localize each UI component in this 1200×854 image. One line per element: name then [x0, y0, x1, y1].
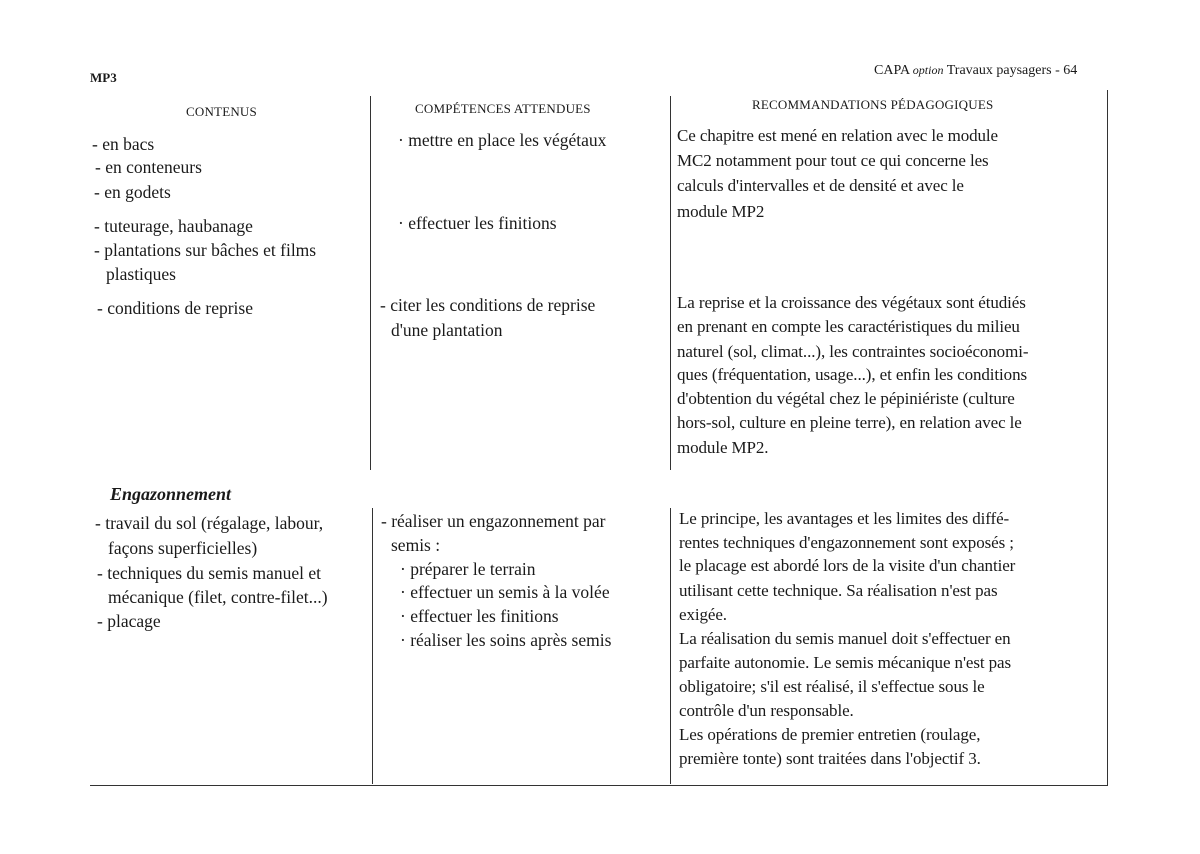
- section-title-engazonnement: Engazonnement: [110, 484, 232, 504]
- page-header-title: [874, 63, 1077, 79]
- column-divider-1: [370, 96, 371, 470]
- column-divider-2: [670, 96, 671, 470]
- contenu-item: mécanique (filet, contre-filet...): [108, 587, 328, 607]
- recommandation-line: La reprise et la croissance des végétaux sont étudiés: [677, 293, 1026, 312]
- competence-item: · réaliser les soins après semis: [400, 630, 612, 650]
- contenu-item: - en bacs: [92, 134, 155, 154]
- header-option: option: [912, 63, 944, 77]
- recommandation-line: parfaite autonomie. Le semis mécanique n'est pas: [679, 653, 1012, 672]
- table-bottom-border: [90, 785, 1108, 786]
- recommandation-line: le placage est abordé lors de la visite d'un chantier: [679, 556, 1016, 575]
- recommandation-line: module MP2: [677, 202, 765, 221]
- column-divider-2-lower: [670, 508, 671, 784]
- recommandation-line: première tonte) sont traitées dans l'objectif 3.: [679, 749, 981, 768]
- module-code: MP3: [90, 70, 117, 85]
- contenu-item: - techniques du semis manuel et: [97, 563, 322, 583]
- recommandation-line: La réalisation du semis manuel doit s'effectuer en: [679, 629, 1011, 648]
- recommandation-line: contrôle d'un responsable.: [679, 701, 854, 720]
- competence-item: · effectuer un semis à la volée: [400, 582, 610, 602]
- competence-item: semis :: [391, 535, 441, 555]
- recommandation-line: calculs d'intervalles et de densité et avec le: [677, 176, 964, 195]
- contenu-item: - travail du sol (régalage, labour,: [95, 513, 324, 533]
- competence-item: · préparer le terrain: [400, 559, 536, 579]
- recommandation-line: Le principe, les avantages et les limites des diffé-: [679, 509, 1010, 528]
- recommandation-line: naturel (sol, climat...), les contraintes socioéconomi-: [677, 342, 1029, 361]
- contenu-item: - plantations sur bâches et films: [94, 240, 317, 260]
- competence-item: d'une plantation: [391, 320, 503, 340]
- recommandation-line: Les opérations de premier entretien (roulage,: [679, 725, 981, 744]
- recommandation-line: en prenant en compte les caractéristiques du milieu: [677, 317, 1020, 336]
- competence-item: · effectuer les finitions: [398, 213, 557, 233]
- recommandation-line: obligatoire; s'il est réalisé, il s'effectue sous le: [679, 677, 985, 696]
- contenu-item: - conditions de reprise: [97, 298, 253, 318]
- contenu-item: - placage: [97, 611, 161, 631]
- competence-item: - réaliser un engazonnement par: [381, 511, 606, 531]
- contenu-item: - en conteneurs: [95, 157, 202, 177]
- recommandation-line: rentes techniques d'engazonnement sont exposés ;: [679, 533, 1014, 552]
- recommandation-line: d'obtention du végétal chez le pépiniériste (culture: [677, 389, 1015, 408]
- table-right-border: [1107, 90, 1108, 785]
- competence-item: · effectuer les finitions: [400, 606, 559, 626]
- header-prefix: CAPA: [874, 63, 913, 78]
- contenu-item: plastiques: [106, 264, 176, 284]
- competence-item: · mettre en place les végétaux: [398, 130, 607, 150]
- column-heading-competences: COMPÉTENCES ATTENDUES: [415, 101, 591, 116]
- column-heading-recommandations: RECOMMANDATIONS PÉDAGOGIQUES: [752, 97, 994, 112]
- contenu-item: façons superficielles): [108, 538, 258, 558]
- recommandation-line: Ce chapitre est mené en relation avec le module: [677, 126, 998, 145]
- recommandation-line: module MP2.: [677, 438, 769, 457]
- contenu-item: - en godets: [94, 182, 171, 202]
- recommandation-line: ques (fréquentation, usage...), et enfin les conditions: [677, 365, 1027, 384]
- recommandation-line: exigée.: [679, 605, 727, 624]
- recommandation-line: hors-sol, culture en pleine terre), en relation avec le: [677, 413, 1022, 432]
- column-divider-1-lower: [372, 508, 373, 784]
- recommandation-line: MC2 notamment pour tout ce qui concerne les: [677, 151, 989, 170]
- recommandation-line: utilisant cette technique. Sa réalisation n'est pas: [679, 581, 998, 600]
- contenu-item: - tuteurage, haubanage: [94, 216, 253, 236]
- competence-item: - citer les conditions de reprise: [380, 295, 596, 315]
- header-suffix: Travaux paysagers - 64: [943, 63, 1078, 78]
- column-heading-contenus: CONTENUS: [186, 104, 257, 119]
